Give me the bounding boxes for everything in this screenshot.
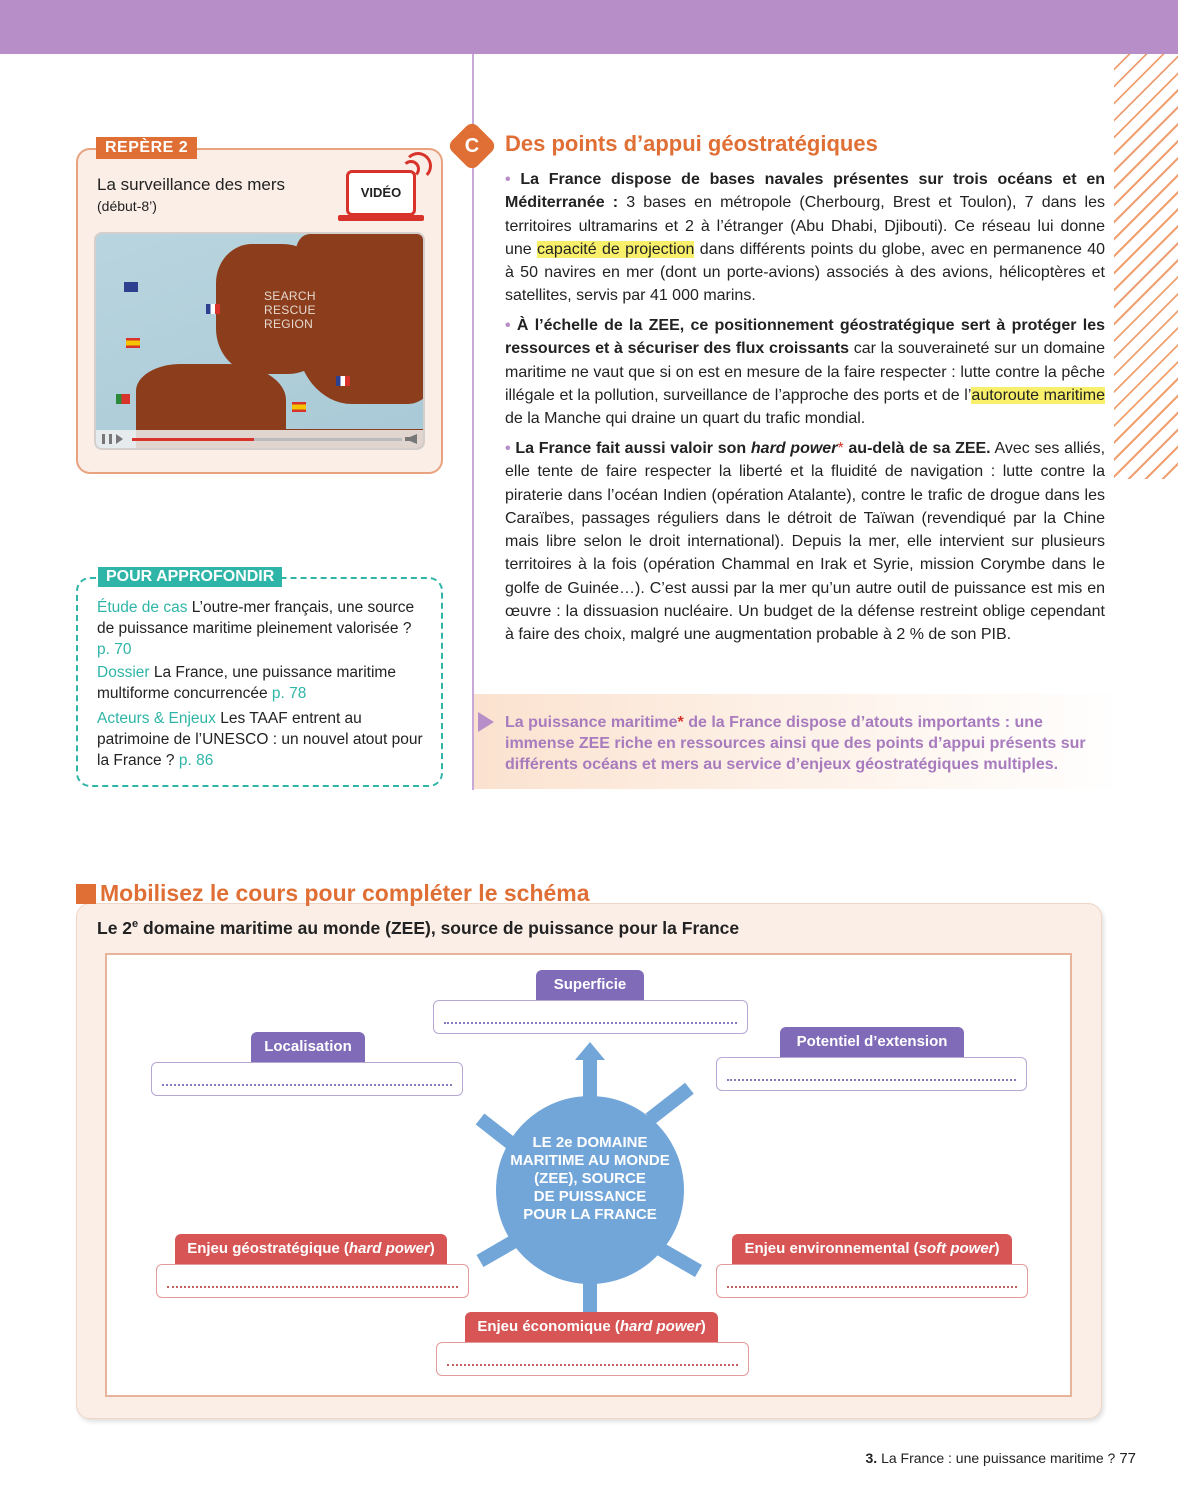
decorative-stripes [1114,54,1178,479]
arrow-up-head [575,1042,605,1060]
top-band [0,0,1178,54]
input-extension[interactable] [716,1057,1027,1091]
paragraph-1: • La France dispose de bases navales présentes sur trois océans et en Méditerranée : 3 bases en métropole (Cherbourg, Brest et Toulon), 7 dans les territoires ultramarins et 2 à l’étranger (Abu Dhabi, Djibouti). Ce réseau lui donne une capacité de projection dans différents points du globe, avec en permanence 40 à 50 navires en mer (dont un porte-avions) associés à des avions, hélicoptères et satellites, servis par 41 000 marins. [505,171,1106,305]
repere-subtitle: (début-8’) [97,198,157,214]
input-enjeu-environnemental[interactable] [716,1264,1028,1298]
label-localisation: Localisation [251,1032,365,1062]
exercise-title: Mobilisez le cours pour compléter le schéma [100,880,590,906]
approfondir-item[interactable]: Dossier La France, une puissance maritime multiforme concurrencée p. 78 [97,664,396,702]
label-enjeu-geostrategique: Enjeu géostratégique (hard power) [175,1234,447,1264]
flag-france-icon-2 [336,376,350,386]
approfondir-tag: POUR APPROFONDIR [98,567,282,587]
input-enjeu-economique[interactable] [436,1342,749,1376]
repere-title: La surveillance des mers [97,175,286,194]
highlight-term: capacité de projection [537,240,695,258]
highlight-term: autoroute maritime [971,386,1106,404]
arrow-up-icon [583,1058,597,1098]
exercise-subtitle: Le 2e domaine maritime au monde (ZEE), source de puissance pour la France [97,918,740,938]
map-label: SEARCH RESCUE REGION [264,289,316,331]
player-controls [96,430,423,448]
flag-portugal-icon [116,394,130,404]
central-label: LE 2e DOMAINE MARITIME AU MONDE (ZEE), SOURCE DE PUISSANCE POUR LA FRANCE [510,1134,670,1223]
label-superficie: Superficie [536,970,644,1000]
page-number: 77 [1119,1450,1136,1467]
volume-icon[interactable] [405,434,417,444]
video-button[interactable]: VIDÉO [346,170,416,216]
summary-text: La puissance maritime* de la France dispose d’atouts importants : une immense ZEE riche en ressources ainsi que des points d’appui présents sur différents océans et mers au service d’enjeux géostratégiques multiples. [505,714,1086,773]
video-player[interactable] [94,232,425,450]
title-square-icon [76,884,96,904]
section-letter: C [464,135,480,157]
progress-bar[interactable] [132,438,402,441]
approfondir-item[interactable]: Étude de cas L’outre-mer français, une source de puissance maritime pleinement valorisée ? p. 70 [97,599,415,658]
label-enjeu-economique: Enjeu économique (hard power) [465,1312,718,1342]
page-footer: 3. La France : une puissance maritime ? 77 [865,1450,1136,1467]
flag-spain-icon [126,338,140,348]
pause-icon[interactable] [102,434,112,444]
flag-spain-icon-2 [292,402,306,412]
input-enjeu-geostrategique[interactable] [156,1264,469,1298]
flag-uk-icon [124,282,138,292]
skip-icon[interactable] [116,434,123,444]
approfondir-item[interactable]: Acteurs & Enjeux Les TAAF entrent au patrimoine de l’UNESCO : un nouvel atout pour la France ? p. 86 [97,710,423,769]
progress-fill [132,438,254,441]
paragraph-2: • À l’échelle de la ZEE, ce positionnement géostratégique sert à protéger les ressources et à sécuriser des flux croissants car la souveraineté sur un domaine maritime ne vaut que si on est en mesure de la faire respecter : lutte contre la pêche illégale et la pollution, surveillance de l’approche des ports et de l’autoroute maritime de la Manche qui draine un quart du trafic mondial. [505,317,1106,428]
repere-tag: REPÈRE 2 [96,137,197,159]
signal-icon-outer [404,152,432,180]
input-superficie[interactable] [433,1000,748,1034]
section-title: Des points d’appui géostratégiques [505,131,878,156]
input-localisation[interactable] [151,1062,463,1096]
label-enjeu-environnemental: Enjeu environnemental (soft power) [732,1234,1012,1264]
laptop-base-icon [338,215,424,221]
label-extension: Potentiel d’extension [780,1027,964,1057]
flag-france-icon [206,304,220,314]
paragraph-3: • La France fait aussi valoir son hard power* au-delà de sa ZEE. Avec ses alliés, elle tente de faire respecter la liberté et la fluidité de navigation : lutte contre la piraterie dans l’océan Indien (opération Atalante), contre le trafic de drogue dans les Caraïbes, passages réguliers dans le détroit de Taïwan (revendiqué par la Chine mais libre selon le droit international). Depuis la mer, elle intervient sur plusieurs territoires à la fois (opération Chammal en Irak et Syrie, mission Corymbe dans le golfe de Guinée…). C’est aussi par la mer qu’un autre outil de puissance est mis en œuvre : la dissuasion nucléaire. Un budget de la défense restreint oblige cependant à faire des choix, malgré une augmentation probable à 2 % de son PIB. [505,440,1106,644]
arrow-down-icon [583,1282,597,1314]
arrow-right-icon [478,712,494,732]
